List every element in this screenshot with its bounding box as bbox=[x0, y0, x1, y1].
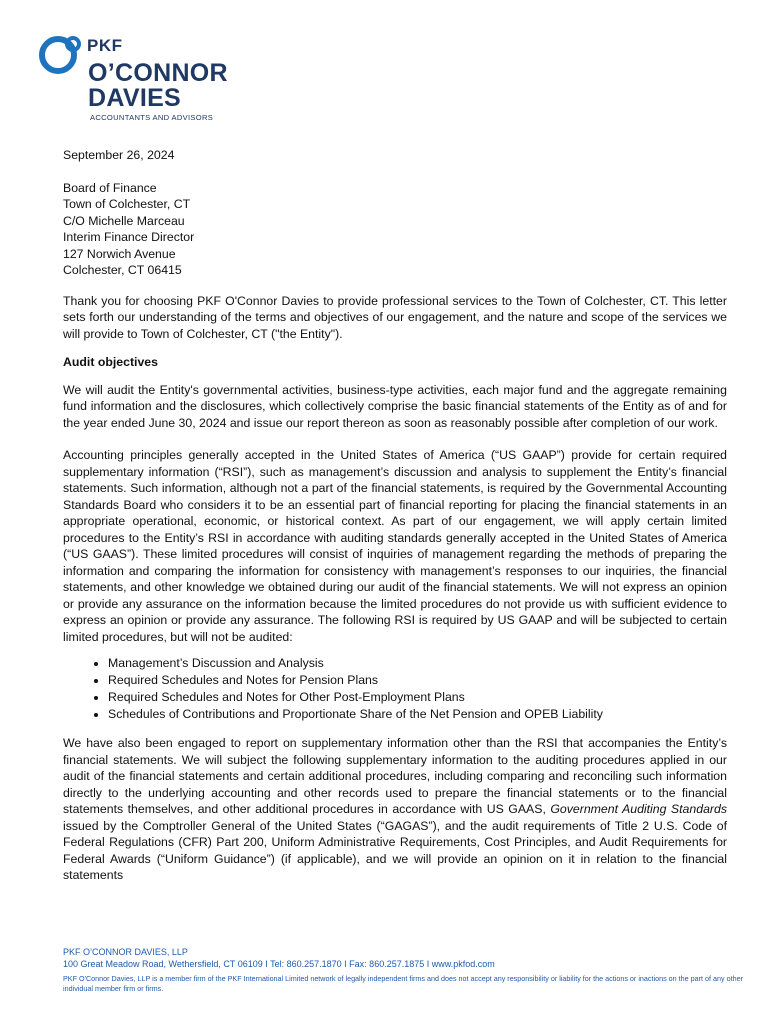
rsi-paragraph: Accounting principles generally accepted in the United States of America (“US GAAP”) provide for certain required supplementary information (“RSI”), such as management’s discussion and analysis to supplement the Entity’s financial statements. Such information, although not a part of the financial statements, is required by the Governmental Accounting Standards Board who considers it to be an essential part of financial reporting for placing the financial statements in an appropriate operational, economic, or historical context. As part of our engagement, we will apply certain limited procedures to the Entity’s RSI in accordance with auditing standards generally accepted in the United States of America (“US GAAS”). These limited procedures will consist of inquiries of management regarding the methods of preparing the information and comparing the information for consistency with management’s responses to our inquiries, the financial statements, and other knowledge we obtained during our audit of the financial statements. We will not express an opinion or provide any assurance on the information because the limited procedures do not provide us with sufficient evidence to express an opinion or provide any assurance. The following RSI is required by US GAAP and will be subjected to certain limited procedures, but will not be audited: bbox=[63, 448, 727, 644]
supplementary-text-end: issued by the Comptroller General of the United States (“GAGAS”), and the audit requirements of Title 2 U.S. Code of Federal Regulations (CFR) Part 200, Uniform Administrative Requirements, Cost Principles, and Audit Requirements for Federal Awards (“Uniform Guidance”) (if applicable), and we will provide an opinion on it in relation to the financial statements bbox=[63, 818, 727, 882]
letter-date: September 26, 2024 bbox=[63, 148, 175, 162]
company-logo bbox=[38, 34, 238, 126]
address-line: Colchester, CT 06415 bbox=[63, 263, 182, 277]
pkf-ring-icon bbox=[38, 34, 86, 78]
address-line: C/O Michelle Marceau bbox=[63, 213, 185, 228]
logo-davies-text: DAVIES bbox=[88, 84, 182, 112]
address-line: Town of Colchester, CT bbox=[63, 197, 191, 211]
section-heading: Audit objectives bbox=[63, 355, 158, 369]
list-item: • Required Schedules and Notes for Other Post-Employment Plans bbox=[108, 689, 727, 706]
footer-address: 100 Great Meadow Road, Wethersfield, CT 06109 I Tel: 860.257.1870 I Fax: 860.257.1875 I www.pkfod.com bbox=[63, 959, 495, 969]
footer-firm-name: PKF O’CONNOR DAVIES, LLP bbox=[63, 947, 188, 957]
rsi-list bbox=[63, 655, 727, 723]
address-line: 127 Norwich Avenue bbox=[63, 246, 176, 261]
logo-pkf-text: PKF bbox=[87, 36, 123, 55]
audit-paragraph: We will audit the Entity's governmental activities, business-type activities, each major fund and the aggregate remaining fund information and the disclosures, which collectively comprise the basic financial statements of the Entity as of and for the year ended June 30, 2024 and issue our report thereon as soon as reasonably possible after completion of our work. bbox=[63, 382, 727, 430]
list-item: • Schedules of Contributions and Proportionate Share of the Net Pension and OPEB Liability bbox=[108, 706, 727, 723]
address-line: Interim Finance Director bbox=[63, 230, 195, 244]
page-footer bbox=[63, 946, 743, 994]
supplementary-paragraph bbox=[63, 735, 727, 884]
logo-oconnor-text: O’CONNOR bbox=[88, 59, 228, 87]
supplementary-text-start: We have also been engaged to report on supplementary information other than the RSI that accompanies the Entity’s financial statements. We will subject the following supplementary information to the auditing procedures applied in our audit of the financial statements and certain additional procedures, including comparing and reconciling such information directly to the underlying accounting and other records used to prepare the financial statements or to the financial statements themselves, and other additional procedures in accordance with US GAAS, bbox=[63, 736, 727, 816]
intro-paragraph: Thank you for choosing PKF O'Connor Davies to provide professional services to the Town of Colchester, CT. This letter sets forth our understanding of the terms and objectives of our engagement, and the nature and scope of the services we will provide to Town of Colchester, CT ("the Entity"). bbox=[63, 293, 727, 341]
footer-disclaimer: PKF O'Connor Davies, LLP is a member firm of the PKF International Limited network of legally independent firms and does not accept any responsibility or liability for the actions or inactions on the part of any other individual member firm or firms. bbox=[63, 974, 744, 993]
recipient-address bbox=[63, 180, 727, 279]
list-item: • Required Schedules and Notes for Pension Plans bbox=[108, 672, 727, 689]
letter-body bbox=[63, 147, 727, 884]
address-line: Board of Finance bbox=[63, 180, 157, 195]
logo-tagline: ACCOUNTANTS AND ADVISORS bbox=[90, 113, 214, 122]
gas-title: Government Auditing Standards bbox=[550, 802, 727, 816]
list-item: • Management’s Discussion and Analysis bbox=[108, 655, 727, 672]
